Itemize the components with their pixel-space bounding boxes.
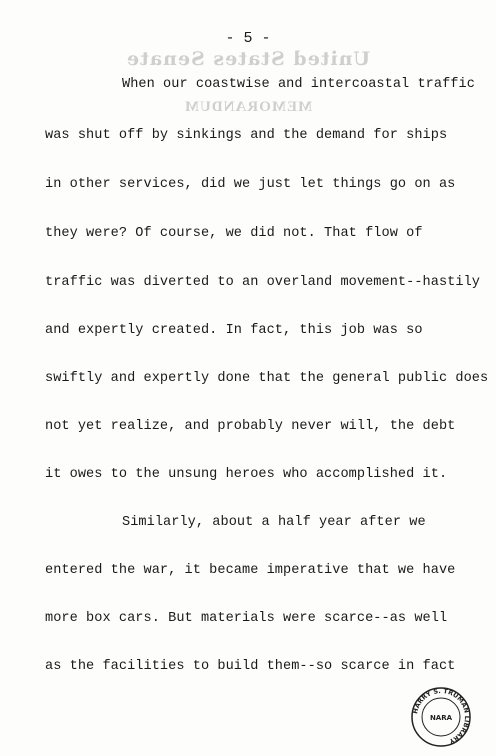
text-line: as the facilities to build them--so scarce in fact (45, 659, 456, 674)
text-line: was shut off by sinkings and the demand for ships (45, 128, 448, 143)
bleed-through-letterhead: United States Senate (125, 48, 371, 70)
stamp-center-text: NARA (429, 714, 453, 722)
text-line: it owes to the unsung heroes who accomplished it. (45, 467, 448, 482)
text-line: swiftly and expertly done that the general public does (45, 371, 489, 386)
text-line: not yet realize, and probably never will, the debt (45, 419, 456, 434)
text-line: entered the war, it became imperative that we have (45, 563, 456, 578)
archive-stamp-icon (410, 686, 472, 748)
text-line: they were? Of course, we did not. That flow of (45, 226, 423, 241)
text-line: more box cars. But materials were scarce--as well (45, 611, 448, 626)
stamp-ring-text: HARRY S. TRUMAN LIBRARY (411, 686, 472, 746)
text-line: When our coastwise and intercoastal traffic (122, 77, 475, 92)
text-line: traffic was diverted to an overland movement--hastily (45, 275, 481, 290)
page-number: - 5 - (225, 30, 271, 47)
text-line: Similarly, about a half year after we (122, 515, 426, 530)
text-line: and expertly created. In fact, this job was so (45, 323, 423, 338)
text-line: in other services, did we just let things go on as (45, 177, 456, 192)
bleed-through-memo: MEMORANDUM (183, 99, 313, 115)
